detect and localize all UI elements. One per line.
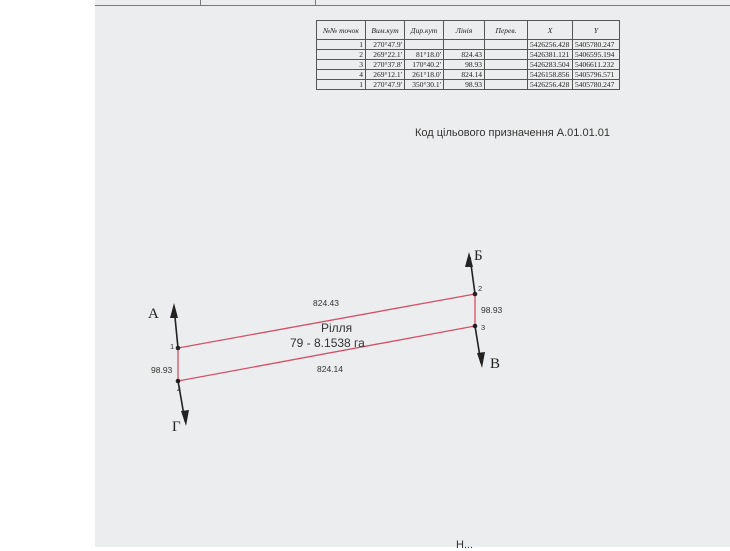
point-number: 4 (317, 70, 366, 80)
line-length: 824.14 (444, 70, 485, 80)
neighbor-a: А (148, 306, 159, 322)
bottom-cut-text: Н... (456, 539, 474, 551)
direction-angle: 350°30.1' (405, 80, 444, 90)
point-number: 3 (317, 60, 366, 70)
coord-x: 5426256.428 (528, 40, 573, 50)
coord-x: 5426381.121 (528, 50, 573, 60)
length-top: 824.43 (313, 298, 339, 308)
line-length: 824.43 (444, 50, 485, 60)
measured-angle: 270°47.9' (366, 80, 405, 90)
neighbor-g: Г (172, 419, 181, 435)
direction-angle: 170°40.2' (405, 60, 444, 70)
point-number: 1 (317, 40, 366, 50)
measured-angle: 270°47.9' (366, 40, 405, 50)
coord-y: 5405780.247 (573, 80, 620, 90)
header-check: Перев. (485, 21, 528, 40)
vertex-label-1: 1 (170, 342, 175, 351)
vertex-1 (176, 346, 181, 351)
coord-y: 5406595.194 (573, 50, 620, 60)
length-right: 98.93 (481, 305, 503, 315)
length-left: 98.93 (151, 365, 173, 375)
coord-y: 5405796.571 (573, 70, 620, 80)
arrow-head-v (477, 352, 485, 368)
coord-x: 5426283.504 (528, 60, 573, 70)
neighbor-v: В (490, 356, 501, 372)
point-number: 2 (317, 50, 366, 60)
vertex-label-3: 3 (481, 323, 486, 332)
header-line: Лінія (444, 21, 485, 40)
parcel-label: 79 - 8.1538 га (290, 336, 365, 350)
coord-y: 5405780.247 (573, 40, 620, 50)
vertex-3 (473, 324, 478, 329)
header-direction-angle: Дир.кут (405, 21, 444, 40)
coord-x: 5426158.856 (528, 70, 573, 80)
vertex-4 (176, 379, 181, 384)
arrow-head-b (465, 252, 473, 267)
coord-y: 5406611.232 (573, 60, 620, 70)
direction-angle: 261°18.0' (405, 70, 444, 80)
arrow-head-g (181, 410, 189, 426)
direction-angle: 81°18.0' (405, 50, 444, 60)
header-points: №№ точок (317, 21, 366, 40)
line-length: 98.93 (444, 80, 485, 90)
measured-angle: 269°22.1' (366, 50, 405, 60)
point-number: 1 (317, 80, 366, 90)
measured-angle: 269°12.1' (366, 70, 405, 80)
length-bottom: 824.14 (317, 364, 343, 374)
purpose-code: Код цільового призначення А.01.01.01 (415, 127, 610, 139)
line-length: 98.93 (444, 60, 485, 70)
header-measured-angle: Вим.кут (366, 21, 405, 40)
land-use-label: Рілля (321, 321, 353, 335)
header-y: Y (573, 21, 620, 40)
header-x: X (528, 21, 573, 40)
arrow-head-a (170, 303, 178, 318)
vertex-2 (473, 292, 478, 297)
vertex-label-4: 4 (177, 385, 182, 394)
neighbor-b: Б (474, 248, 483, 264)
measured-angle: 270°37.8' (366, 60, 405, 70)
coord-x: 5426256.428 (528, 80, 573, 90)
vertex-label-2: 2 (478, 284, 483, 293)
